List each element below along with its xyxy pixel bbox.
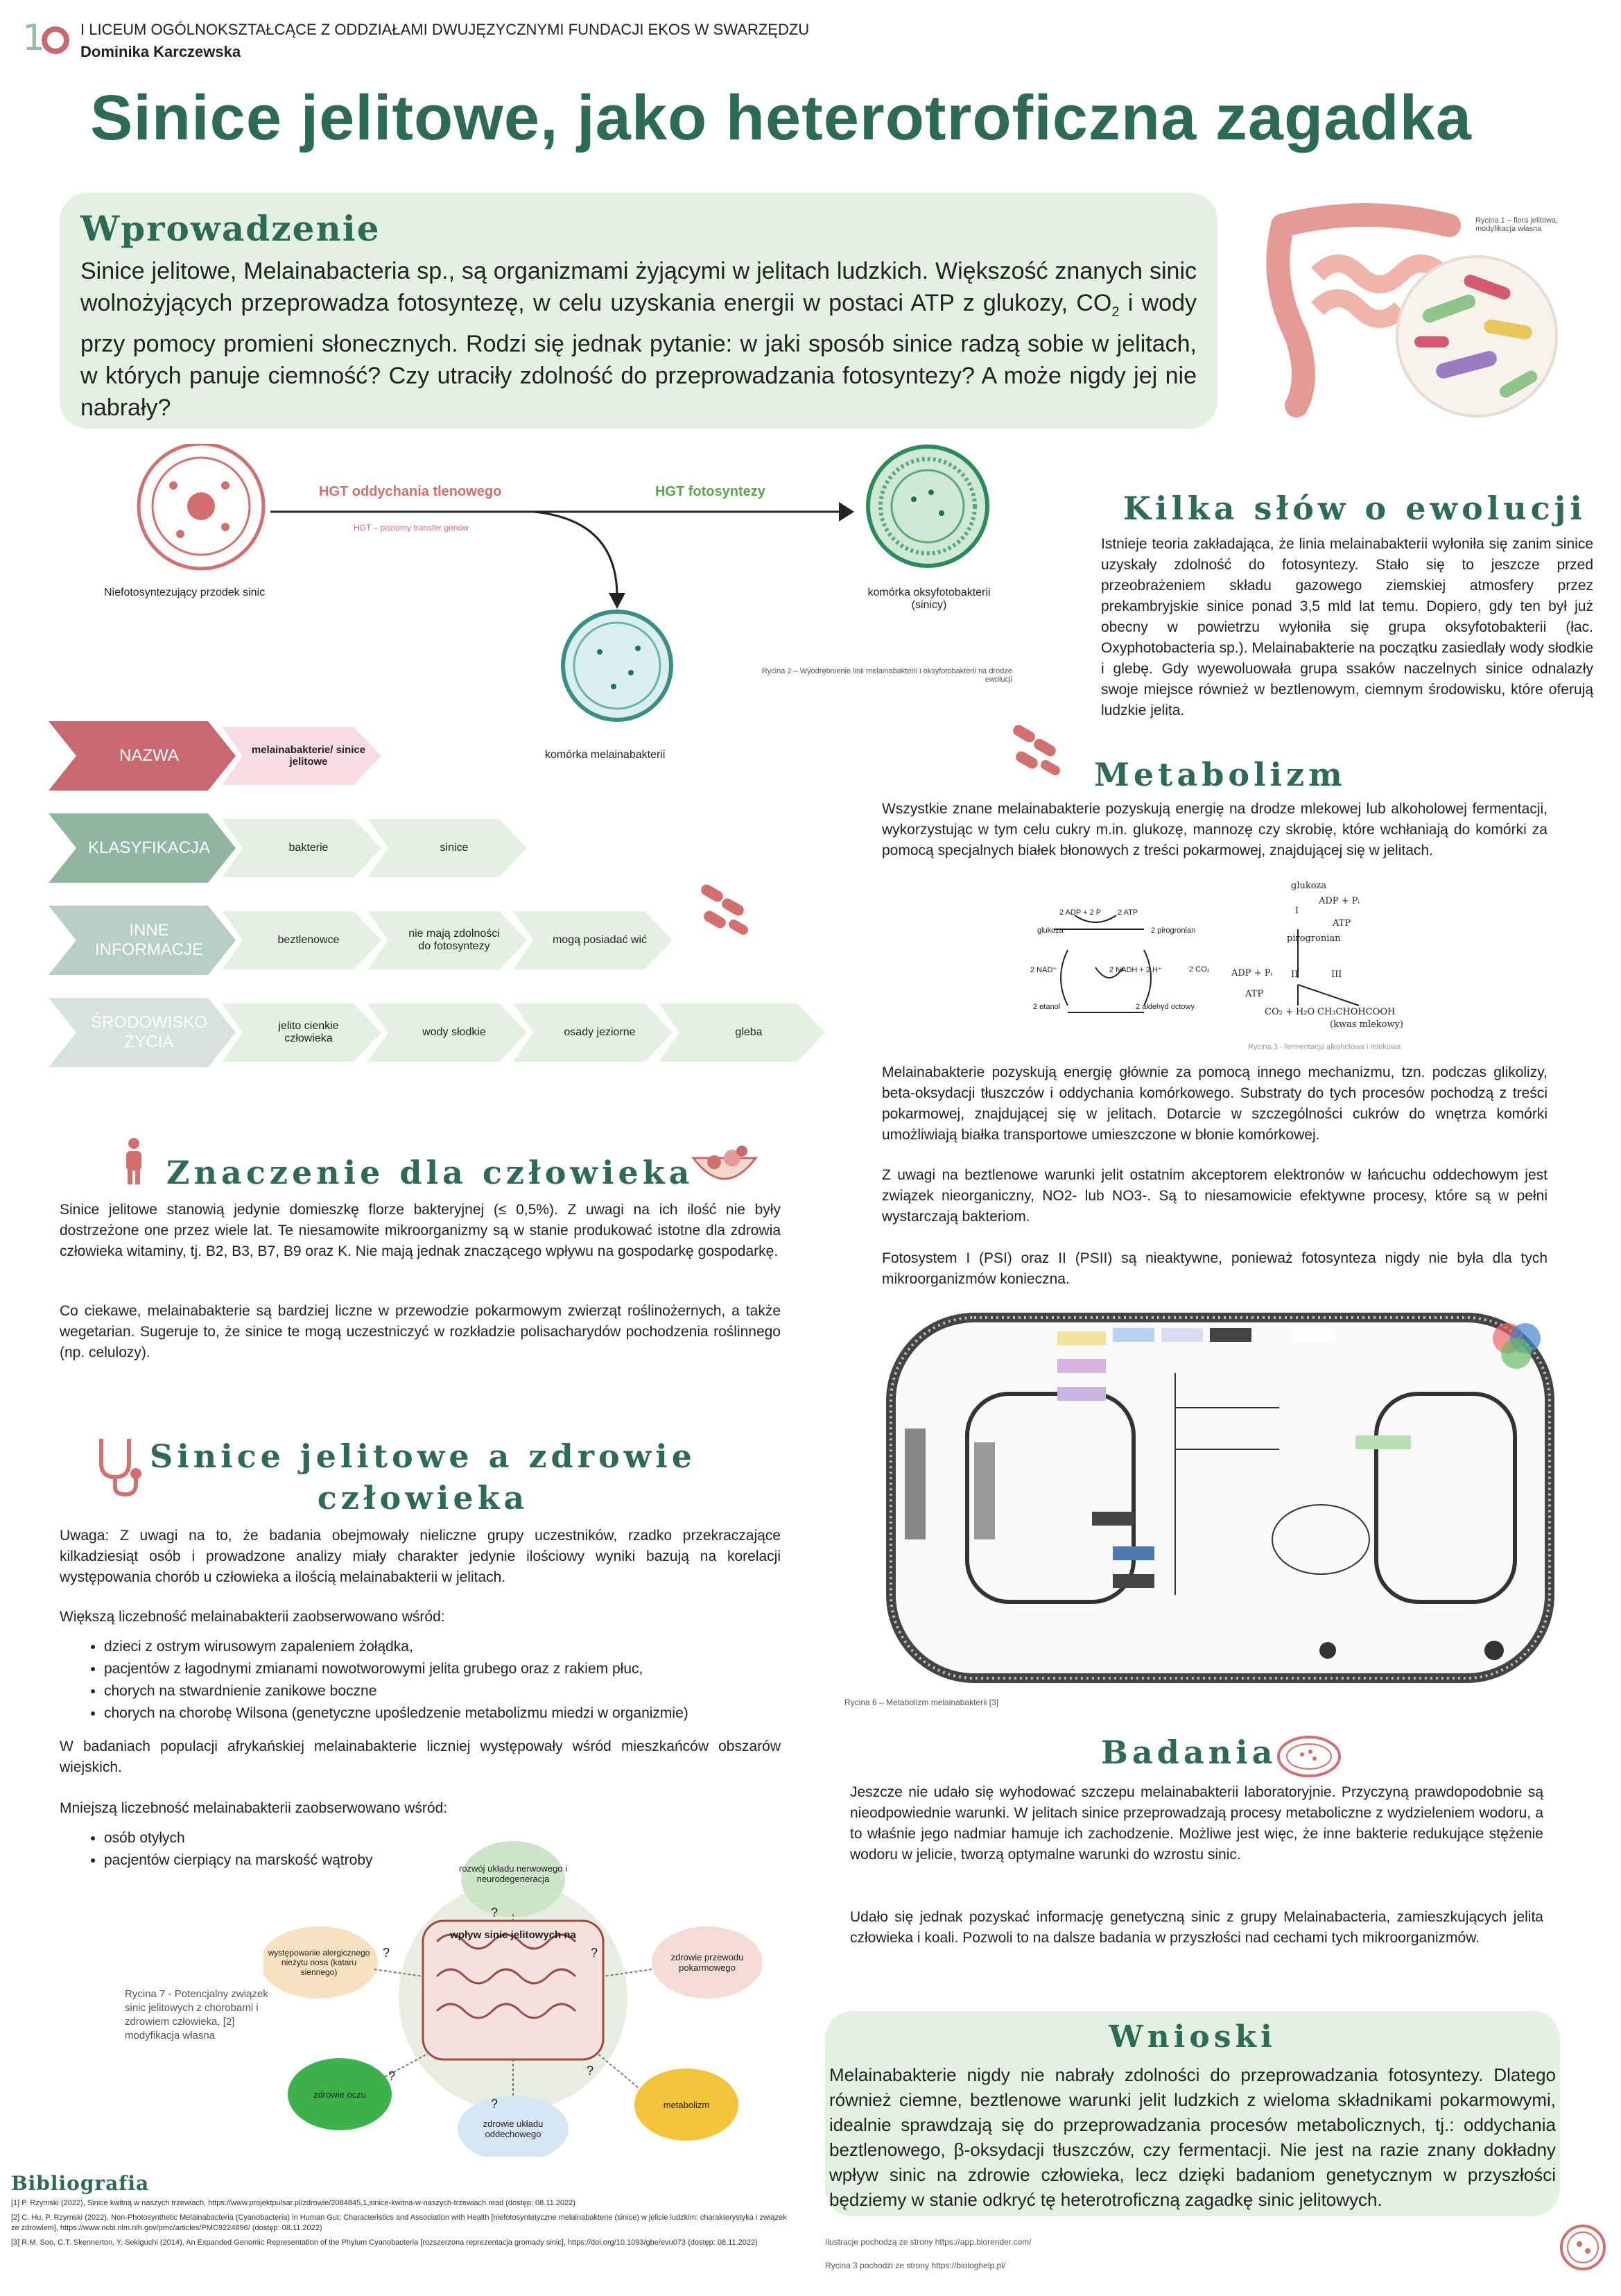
bibliography-list	[11, 2194, 788, 2252]
person-icon	[122, 1137, 146, 1186]
diagram-q: ?	[591, 1946, 598, 1960]
cell-bacteria: bakterie	[288, 842, 329, 854]
more-list	[83, 1636, 797, 1725]
lactic-co2: CO₂ + H₂O	[1265, 1007, 1315, 1017]
lactic-adp1: ADP + Pᵢ	[1319, 896, 1360, 906]
lactic-roman2: II	[1291, 969, 1299, 980]
hgt-photo-label: HGT fotosyntezy	[655, 484, 765, 499]
ferm-acetaldehyde: 2 aldehyd octowy	[1136, 1003, 1195, 1011]
conclusions-heading: Wnioski	[1109, 2019, 1276, 2055]
cell-small-intestine: jelito cienkie człowieka	[278, 1020, 339, 1044]
ancestor-label: Niefotosyntezujący przodek sinic	[104, 587, 266, 598]
evolution-text: Istnieje teoria zakładająca, że linia melainabakterii wyłoniła się zanim sinice uzyskały zdolność do fotosyntezy. Stało się to jeszcze przed przeobrażeniem składu gazowego ziemskiej atmosfery przez prekambryjskie sinice ponad 3,5 mld lat temu. Dopiero, gdy ten był już obecny w powietrzu wyłoniła się grupa oksyfotobakterii (łac. Oxyphotobacteria sp.). Melainabakterie na początku zasiedlały wody słodkie i glebę. Gdy wyewoluowała grupa ssaków naczelnych sinice odnalazły swoje miejsce również w beztlenowym, ciemnym środowisku, które oferują ludzkie jelita.	[1101, 536, 1593, 718]
cell-flagellum: mogą posiadać wić	[552, 934, 648, 946]
metabolism-diagram	[849, 1290, 1598, 1692]
lactic-roman1: I	[1295, 906, 1299, 916]
svg-text:1: 1	[22, 17, 46, 57]
lactic-glucose: glukoza	[1291, 881, 1327, 891]
cell-icon	[1559, 2223, 1607, 2272]
diagram-respiratory: zdrowie układu oddechowego	[483, 2118, 544, 2139]
stethoscope-icon	[94, 1435, 143, 1498]
school-logo	[21, 15, 72, 57]
cell-name: melainabakterie/ sinice jelitowe	[251, 744, 366, 768]
credit-biologhelp: Rycina 3 pochodzi ze strony https://biologhelp.pl/	[825, 2261, 1006, 2270]
lactic-roman3: III	[1331, 969, 1342, 980]
reference-item: [1] P. Rzymski (2022), Sinice kwitną w naszych trzewiach, https://www.projektpulsar.pl/zdrowie/2084845,1,sinice-kwitna-w-naszych-trzewiach.read (dostęp: 08.11.2022)	[11, 2199, 575, 2207]
cell-soil: gleba	[735, 1026, 763, 1038]
bacteria-icon	[693, 881, 756, 943]
intro-heading: Wprowadzenie	[80, 208, 381, 249]
diagram-right: zdrowie przewodu pokarmowego	[670, 1952, 744, 1973]
fig6-caption: Rycina 6 – Metabolizm melainabakterii [3]	[844, 1698, 999, 1707]
list-item: • osób otyłych	[104, 1827, 797, 1849]
less-intro: Mniejszą liczebność melainabakterii zaobserwowano wśród:	[60, 1800, 448, 1816]
diagram-top: rozwój układu nerwowego i neurodegeneracja	[458, 1863, 568, 1884]
ferm-co2: 2 CO₂	[1189, 965, 1210, 974]
school-name: I LICEUM OGÓLNOKSZTAŁCĄCE Z ODDZIAŁAMI DWUJĘZYCZNYMI FUNDACJI EKOS W SWARZĘDZU	[80, 21, 810, 38]
fig7-caption: Rycina 7 - Potencjalny związek sinic jelitowych z chorobami i zdrowiem człowieka, [2] modyfikacja własna	[125, 1988, 268, 2042]
intro-text: Sinice jelitowe, Melainabacteria sp., są organizmami żyjącymi w jelitach ludzkich. Większość znanych sinic wolnożyjących przeprowadza fotosyntezę, w celu uzyskania energii w postaci ATP z glukozy, $CO_2$ i wody przy pomocy promieni słonecznych. Rodzi się jednak pytanie: w jaki sposób sinice radzą sobie w jelitach, w których panuje ciemność? Czy utraciły zdolność do przeprowadzania fotosyntezy? A może nigdy jej nie nabrały?	[80, 258, 1197, 421]
ferm-nadh: 2 NADH + 2 H⁺	[1109, 966, 1162, 974]
lactic-atp1: ATP	[1333, 918, 1351, 929]
more-intro: Większą liczebność melainabakterii zaobserwowano wśród:	[60, 1609, 445, 1625]
metabolism-p1: Wszystkie znane melainabakterie pozyskują energię na drodze mlekowej lub alkoholowej fermentacji, wykorzystując w tym celu cukry m.in. glukozę, mannozę czy skrobię, które wchłaniają do komórki za pomocą specjalnych białek błonowych z treści pokarmowej, znajdującej się w jelitach.	[882, 801, 1548, 858]
food-icon	[686, 1137, 763, 1200]
evolution-heading: Kilka słów o ewolucji	[1123, 490, 1586, 527]
hgt-definition: HGT – poziomy transfer genów	[354, 523, 469, 533]
bacteria-icon	[1005, 721, 1068, 784]
metabolism-p3: Z uwagi na beztlenowe warunki jelit ostatnim akceptorem elektronów w łańcuchu oddechowym jest związek nieorganiczny, NO2- lub NO3-. Są to niesamowicie efektywne procesy, które są w pełni wystarczają bakteriom.	[882, 1167, 1548, 1225]
africa-text: W badaniach populacji afrykańskiej melainabakterie liczniej występowały wśród mieszkańców obszarów wiejskich.	[60, 1738, 781, 1775]
list-item: • pacjentów z łagodnymi zmianami nowotworowymi jelita grubego oraz z rakiem płuc,	[104, 1658, 797, 1680]
row-label-environment: ŚRODOWISKO ŻYCIA	[90, 1013, 207, 1051]
conclusions-text: Melainabakterie nigdy nie nabrały zdolności do przeprowadzania fotosyntezy. Dlatego również ciemne, beztlenowe warunki jelit ludzkich z wieloma składnikami pokarmowymi, idealnie sprawdzają się do przeprowadzania procesów metabolicznych, tj.: oddychania beztlenowego, β-oksydacji tłuszczów, czy fermentacji. Nie jest na razie znany dokładny wpływ sinic na zdrowie człowieka, lecz dzięki badaniom genetycznym w przyszłości będziemy w stanie odkryć tę heterotroficzną zagadkę sinic jelitowych.	[829, 2064, 1556, 2210]
diagram-metabolism: metabolizm	[663, 2099, 710, 2110]
diagram-left: występowanie alergicznego nieżytu nosa (kataru siennego)	[268, 1948, 370, 1977]
list-item: • chorych na chorobę Wilsona (genetyczne upośledzenie metabolizmu miedzi w organizmie)	[104, 1702, 797, 1725]
list-item: • chorych na stwardnienie zanikowe boczne	[104, 1680, 797, 1702]
fig1-caption: Rycina 1 – flora jelitowa, modyfikacja własna	[1475, 216, 1559, 233]
human-p2: Co ciekawe, melainabakterie są bardziej liczne w przewodzie pokarmowym zwierząt roślinożernych, a także wegetarian. Sugeruje to, że sinice te mogą uczestniczyć w rozkładzie polisacharydów pochodzenia roślinnego (np. celulozy).	[60, 1303, 781, 1361]
ferm-atp: 2 ATP	[1118, 908, 1138, 917]
health-note: Uwaga: Z uwagi na to, że badania obejmowały nieliczne grupy uczestników, rzadko przekraczające kilkadziesiąt osób i prowadzone analizy miały charakter jedynie ilościowy wyniki bazują na korelacji występowania chorób u człowieka a ilością melainabakterii w jelitach.	[60, 1528, 781, 1585]
research-p1: Jeszcze nie udało się wyhodować szczepu melainabakterii laboratoryjnie. Przyczyną prawdopodobnie są nieodpowiednie warunki. W jelitach sinice przeprowadzają procesy metaboliczne z wydzieleniem wodoru, a to właśnie jego nadmiar hamuje ich zachodzenie. Możliwe jest więc, że inne bakterie redukujące stężenie wodoru w jelicie, tworzą optymalne warunki do wzrostu sinic.	[850, 1784, 1543, 1863]
lactic-pyruvate: pirogronian	[1287, 933, 1341, 944]
metabolism-heading: Metabolizm	[1094, 756, 1346, 793]
metabolism-p4: Fotosystem I (PSI) oraz II (PSII) są nieaktywne, ponieważ fotosynteza nigdy nie była dla tych mikroorganizmów konieczna.	[882, 1250, 1548, 1287]
poster-title: Sinice jelitowe, jako heterotroficzna zagadka	[90, 83, 1472, 153]
oxyphoto-cell-icon	[865, 444, 990, 569]
metabolism-p2: Melainabakterie pozyskują energię głównie za pomocą innego mechanizmu, tzn. podczas glikolizy, beta-oksydacji tłuszczów i oddychania komórkowego. Substraty do tych procesów pochodzą z treści pokarmowej, znajdującej się w jelitach. Dotarcie w szczególności cukrów do wnętrza komórki umożliwiają białka transportowe umieszczone w błonie komórkowej.	[882, 1064, 1548, 1143]
lactic-atp2: ATP	[1245, 989, 1264, 999]
research-heading: Badania	[1101, 1734, 1277, 1771]
diagram-q: ?	[491, 2097, 499, 2111]
research-p2: Udało się jednak pozyskać informację genetyczną sinic z grupy Melainabacteria, zamieszkujących jelita człowieka i koali. Pozwoli to na dalsze badania w przyszłości nad cechami tych mikroorganizmów.	[850, 1909, 1543, 1946]
melaina-label: komórka melainabakterii	[545, 749, 666, 761]
list-item: • dzieci z ostrym wirusowym zapaleniem żołądka,	[104, 1636, 797, 1658]
reference-item: [3] R.M. Soo, C.T. Skennerton, Y. Sekiguchi (2014), An Expanded Genomic Representation of the Phylum Cyanobacteria [rozszerzona reprezentacja gromady sinic], https://doi.org/10.1093/gbe/evu073 (dostęp: 08.11.2022)	[11, 2238, 758, 2247]
petri-dish-icon	[1276, 1732, 1342, 1781]
ferm-pyruvate: 2 pirogronian	[1151, 926, 1196, 935]
ferm-glucose: glukoza	[1037, 926, 1064, 935]
fig3-caption: Rycina 3 - fermentacja alkoholowa i mlekowa	[1248, 1043, 1401, 1051]
diagram-q: ?	[491, 1906, 499, 1919]
cell-lake-sediments: osady jeziorne	[564, 1026, 636, 1038]
diagram-eyes: zdrowie oczu	[313, 2089, 366, 2100]
diagram-q: ?	[388, 2069, 396, 2083]
fig2-caption: Rycina 2 – Wyodrębnienie linii melainabakterii i oksyfotobakterii na drodze ewolucji	[761, 667, 1012, 684]
cell-freshwater: wody słodkie	[422, 1026, 486, 1038]
human-heading: Znaczenie dla człowieka	[166, 1154, 694, 1191]
lactic-acid-name: (kwas mlekowy)	[1330, 1019, 1404, 1030]
cell-no-photosynthesis: nie mają zdolności do fotosyntezy	[408, 928, 500, 952]
ferm-ethanol: 2 etanol	[1033, 1003, 1061, 1011]
health-heading: Sinice jelitowe a zdrowie człowieka	[150, 1438, 696, 1517]
ferm-nad: 2 NAD⁺	[1030, 966, 1057, 974]
lactic-acid: CH₃CHOHCOOH	[1317, 1007, 1396, 1017]
row-label-name: NAZWA	[119, 746, 179, 765]
author-name: Dominika Karczewska	[80, 43, 241, 60]
cell-anaerobes: beztlenowce	[277, 934, 340, 946]
oxyphoto-label: komórka oksyfotobakterii (sinicy)	[867, 587, 991, 611]
cell-cyanobacteria: sinice	[440, 842, 469, 854]
diagram-center: wpływ sinic jelitowych na	[450, 1928, 576, 1941]
diagram-q: ?	[383, 1946, 390, 1960]
list-item: • pacjentów cierpiący na marskość wątroby	[104, 1849, 797, 1872]
human-p1: Sinice jelitowe stanowią jedynie domieszkę florze bakteryjnej (≤ 0,5%). Z uwagi na ich ilość nie były dostrzeżone one przez wiele lat. Te niesamowite mikroorganizmy są w stanie produkować istotne dla zdrowia człowieka witaminy, tj. B2, B3, B7, B9 oraz K. Nie mają jednak znaczącego wpływu na gospodarkę gospodarkę.	[60, 1202, 781, 1259]
diagram-q: ?	[587, 2064, 594, 2078]
bibliography-heading: Bibliografia	[11, 2172, 150, 2195]
row-label-other: INNE INFORMACJE	[95, 921, 203, 959]
credit-biorender: Ilustracje pochodzą ze strony https://app.biorender.com/	[825, 2237, 1032, 2247]
hgt-oxy-label: HGT oddychania tlenowego	[319, 484, 502, 499]
reference-item: [2] C. Hu, P. Rzymski (2022), Non-Photosynthetic Melainabacteria (Cyanobacteria) in Human Gut: Characteristics and Association with Health [niefotosyntetyczne melainabakterie (sinice) w jelicie ludzkim: charakterystyka i związek ze zdrowiem], https://www.ncbi.nlm.nih.gov/pmc/articles/PMC9224896/ (dostęp: 08.11.2022)	[11, 2213, 787, 2232]
ferm-adp: 2 ADP + 2 P	[1059, 908, 1102, 917]
lactic-adp2: ADP + Pᵢ	[1231, 968, 1273, 978]
row-label-classification: KLASYFIKACJA	[87, 838, 211, 857]
